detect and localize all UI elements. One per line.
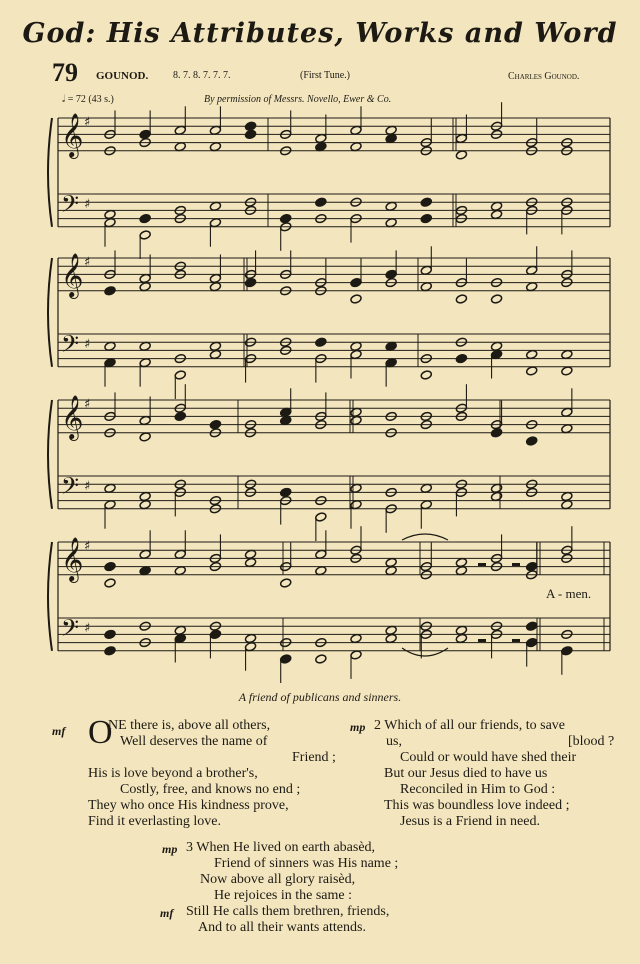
- stanza-line: He rejoices in the same :: [214, 888, 353, 903]
- bass-clef-icon: 𝄢: [61, 614, 80, 647]
- dynamic-marking: mp: [162, 842, 178, 856]
- stanza-line: They who once His kindness prove,: [88, 798, 289, 813]
- note-head: [490, 294, 502, 304]
- note-head: [280, 213, 292, 223]
- hymn-number: 79: [52, 58, 78, 87]
- sharp-icon: ♯: [84, 397, 91, 412]
- note-head: [280, 654, 292, 664]
- note-head: [104, 578, 116, 588]
- note-head: [174, 370, 186, 380]
- stanza-2: [374, 718, 565, 734]
- stanza-line: Friend ;: [292, 750, 336, 765]
- note-head: [315, 337, 327, 347]
- meter: 8. 7. 8. 7. 7. 7.: [173, 70, 231, 81]
- treble-clef-icon: 𝄞: [61, 395, 84, 439]
- note-head: [315, 197, 327, 207]
- note-head: [174, 411, 186, 421]
- sharp-icon: ♯: [84, 197, 91, 212]
- stanza-2-cont: [400, 750, 576, 766]
- drop-cap: O: [88, 714, 113, 751]
- stanza-line: This was boundless love indeed ;: [384, 798, 570, 813]
- stanza-line: Reconciled in Him to God :: [400, 782, 556, 797]
- note-head: [280, 578, 292, 588]
- brace: [48, 542, 52, 651]
- sharp-icon: ♯: [84, 621, 91, 636]
- dynamic-marking: mp: [350, 720, 366, 734]
- note-head: [315, 654, 327, 664]
- stanza-line: Still He calls them brethren, friends,: [186, 904, 390, 919]
- sharp-icon: ♯: [84, 479, 91, 494]
- bass-clef-icon: 𝄢: [61, 472, 80, 505]
- rest-icon: [478, 563, 486, 566]
- stanza-line: And to all their wants attends.: [198, 920, 366, 935]
- text-subtitle: A friend of publicans and sinners.: [238, 690, 402, 704]
- treble-clef-icon: 𝄞: [61, 113, 84, 157]
- note-head: [104, 561, 116, 571]
- note-head: [455, 294, 467, 304]
- brace: [48, 118, 52, 227]
- stanza-line: NE there is, above all others,: [108, 718, 271, 733]
- note-head: [420, 197, 432, 207]
- note-head: [139, 213, 151, 223]
- note-head: [420, 213, 432, 223]
- permission-note: By permission of Messrs. Novello, Ewer & Co.: [204, 94, 392, 105]
- page-title: God: His Attributes, Works and Word: [22, 18, 618, 49]
- sharp-icon: ♯: [84, 337, 91, 352]
- note-head: [104, 629, 116, 639]
- stanza-2-cont: [386, 734, 402, 750]
- dynamic-marking: mf: [160, 906, 174, 920]
- stanza-1: [108, 718, 270, 734]
- stanza-line: Find it everlasting love.: [88, 814, 221, 829]
- stanza-line: Well deserves the name of: [120, 734, 268, 749]
- note-head: [315, 512, 327, 522]
- brace: [48, 400, 52, 509]
- note-head: [526, 637, 538, 647]
- tie: [402, 534, 448, 540]
- note-head: [139, 129, 151, 139]
- note-head: [490, 428, 502, 438]
- note-head: [104, 286, 116, 296]
- tune-note: (First Tune.): [300, 70, 351, 81]
- note-head: [350, 277, 362, 287]
- stanza-line: Now above all glory raisèd,: [200, 872, 356, 887]
- sharp-icon: ♯: [84, 255, 91, 270]
- rest-icon: [512, 639, 520, 642]
- note-head: [244, 277, 256, 287]
- note-head: [280, 487, 292, 497]
- note-head: [561, 646, 573, 656]
- stanza-2-cont: [384, 766, 569, 830]
- stanza-line: Jesus is a Friend in need.: [400, 814, 540, 829]
- tie: [402, 648, 448, 656]
- stanza-line: Could or would have shed their: [400, 750, 577, 765]
- note-head: [244, 129, 256, 139]
- note-head: [209, 419, 221, 429]
- stanza-line: 2 Which of all our friends, to save: [374, 718, 566, 733]
- bass-clef-icon: 𝄢: [61, 190, 80, 223]
- stanza-line: 3 When He lived on earth abasèd,: [186, 840, 376, 855]
- half-note-icon: 𝅗𝅥: [62, 94, 66, 105]
- note-head: [455, 353, 467, 363]
- treble-clef-icon: 𝄞: [61, 253, 84, 297]
- stanza-line: [blood ?: [568, 734, 615, 749]
- stanza-line: us,: [386, 734, 402, 749]
- treble-clef-icon: 𝄞: [61, 537, 84, 581]
- stanza-line: Costly, free, and knows no end ;: [120, 782, 301, 797]
- note-head: [244, 121, 256, 131]
- note-head: [139, 230, 151, 240]
- note-head: [104, 646, 116, 656]
- bass-clef-icon: 𝄢: [61, 330, 80, 363]
- brace: [48, 258, 52, 367]
- sharp-icon: ♯: [84, 539, 91, 554]
- sharp-icon: ♯: [84, 115, 91, 130]
- note-head: [526, 621, 538, 631]
- tune-name: GOUNOD.: [96, 70, 149, 82]
- note-head: [420, 370, 432, 380]
- stanza-line: But our Jesus died to have us: [384, 766, 548, 781]
- composer: Charles Gounod.: [508, 71, 580, 82]
- note-head: [526, 561, 538, 571]
- rest-icon: [478, 639, 486, 642]
- metronome-value: = 72 (43 s.): [67, 94, 114, 105]
- stanza-3: [186, 840, 398, 936]
- stanza-1-cont: [292, 750, 336, 766]
- stanza-2-cont: [568, 734, 614, 750]
- note-head: [526, 436, 538, 446]
- dynamic-marking: mf: [52, 724, 66, 738]
- stanza-1-cont: [88, 766, 300, 830]
- note-head: [209, 629, 221, 639]
- stanza-line: Friend of sinners was His name ;: [214, 856, 399, 871]
- amen-lyric: A - men.: [546, 586, 592, 601]
- note-head: [350, 294, 362, 304]
- rest-icon: [512, 563, 520, 566]
- stanza-line: His is love beyond a brother's,: [88, 766, 258, 781]
- note-head: [385, 269, 397, 279]
- stanza-1-cont: [120, 734, 267, 750]
